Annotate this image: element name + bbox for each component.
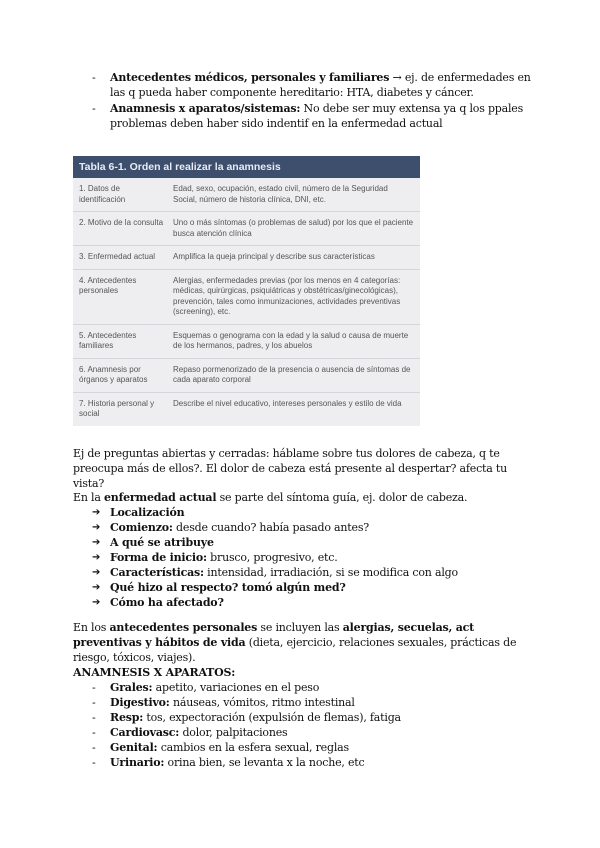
item-label: Genital: [110, 741, 158, 754]
list-item [92, 101, 532, 131]
table-cell-description: Alergias, enfermedades previas (por los menos en 4 categorías: médicas, quirúrgicas, psiquiátricas y obstétricas/ginecológicas), prevención, tales como inmunizaciones, actividades preventivas (screening), etc. [173, 275, 401, 316]
list-item [92, 725, 522, 740]
item-text: apetito, variaciones en el peso [152, 681, 320, 694]
table-cell-step: 2. Motivo de la consulta [79, 218, 164, 227]
item-text: ej. de enfermedades en las q pueda haber componente hereditario: HTA, diabetes y cáncer. [110, 71, 531, 99]
table-cell-step: 7. Historia personal y social [79, 398, 155, 418]
enfermedad-pre: En la [73, 491, 104, 504]
item-label: Forma de inicio: [110, 551, 207, 564]
item-label: Características: [110, 566, 204, 579]
enfermedad-bold: enfermedad actual [103, 491, 217, 504]
arrow-icon: → [392, 71, 402, 84]
antecedentes-mid: se incluyen las [257, 621, 343, 634]
item-label: Comienzo: [110, 521, 173, 534]
enfermedad-post: se parte del síntoma guía, ej. dolor de cabeza. [216, 491, 468, 504]
list-item [92, 70, 532, 100]
item-text: brusco, progresivo, etc. [206, 551, 338, 564]
item-label: Localización [110, 506, 185, 519]
aparatos-list [92, 680, 522, 770]
table-cell-description: Describe el nivel educativo, intereses personales y estilo de vida [173, 398, 402, 408]
item-text: No debe ser muy extensa ya q los ppales problemas deben haber sido indentif en la enfermedad actual [110, 102, 524, 130]
item-label: A qué se atribuye [110, 536, 214, 549]
item-label: Anamnesis x aparatos/sistemas: [110, 102, 301, 115]
table-row [73, 325, 420, 359]
item-text: dolor, palpitaciones [179, 726, 288, 739]
enfermedad-paragraph [73, 490, 528, 505]
table-cell-step: 6. Anamnesis por órganos y aparatos [79, 364, 148, 384]
antecedentes-pre: En los [73, 621, 110, 634]
item-text: intensidad, irradiación, si se modifica con algo [203, 566, 458, 579]
enfermedad-list [92, 505, 522, 610]
list-item [92, 565, 522, 580]
table-cell-step: 4. Antecedentes personales [79, 275, 137, 295]
list-item [92, 710, 522, 725]
item-text: orina bien, se levanta x la noche, etc [164, 756, 365, 769]
item-text: tos, expectoración (expulsión de flemas), fatiga [143, 711, 401, 724]
table-title: Tabla 6-1. Orden al realizar la anamnesis [73, 156, 420, 178]
list-item [92, 740, 522, 755]
item-text: desde cuando? había pasado antes? [172, 521, 369, 534]
item-label: Cómo ha afectado? [110, 596, 224, 609]
example-paragraph: Ej de preguntas abiertas y cerradas: háblame sobre tus dolores de cabeza, q te preocupa más de ellos?. El dolor de cabeza está presente al despertar? afecta tu vista? [73, 447, 508, 490]
list-item [92, 550, 522, 565]
list-item [92, 580, 522, 595]
item-text: náuseas, vómitos, ritmo intestinal [169, 696, 355, 709]
list-item [92, 595, 522, 610]
list-item [92, 505, 522, 520]
table-cell-step: 5. Antecedentes familiares [79, 330, 137, 350]
table-row [73, 393, 420, 426]
list-item [92, 535, 522, 550]
anamnesis-table [73, 156, 420, 426]
table-cell-step: 1. Datos de identificación [79, 184, 126, 204]
item-label: Digestivo: [110, 696, 170, 709]
aparatos-heading-text: ANAMNESIS X APARATOS: [73, 666, 236, 679]
table-row [73, 359, 420, 393]
aparatos-heading [73, 665, 235, 680]
item-label: Grales: [110, 681, 153, 694]
list-item [92, 695, 522, 710]
antecedentes-bold1: antecedentes personales [109, 621, 258, 634]
table-cell-description: Amplifica la queja principal y describe sus características [173, 252, 375, 261]
table-cell-description: Esquemas o genograma con la edad y la salud o causa de muerte de los hermanos, padres, y los abuelos [173, 330, 409, 350]
list-item [92, 755, 522, 770]
antecedentes-paragraph [73, 620, 528, 665]
table-cell-description: Uno o más síntomas (o problemas de salud) por los que el paciente busca atención clínica [173, 218, 414, 238]
item-label: Antecedentes médicos, personales y familiares [110, 71, 390, 84]
table-row [73, 178, 420, 212]
table-cell-description: Repaso pormenorizado de la presencia o ausencia de síntomas de cada aparato corporal [173, 364, 411, 384]
item-label: Resp: [110, 711, 144, 724]
item-text: cambios en la esfera sexual, reglas [157, 741, 349, 754]
list-item [92, 520, 522, 535]
antecedentes-bold2: alergias, secuelas, act preventivas y hábitos de vida [73, 621, 475, 649]
intro-list [92, 70, 532, 131]
item-label: Qué hizo al respecto? tomó algún med? [110, 581, 346, 594]
item-label: Cardiovasc: [110, 726, 180, 739]
table-row [73, 246, 420, 270]
list-item [92, 680, 522, 695]
item-label: Urinario: [110, 756, 165, 769]
table-row [73, 212, 420, 246]
antecedentes-post: (dieta, ejercicio, relaciones sexuales, prácticas de riesgo, tóxicos, viajes). [73, 636, 517, 664]
table-cell-description: Edad, sexo, ocupación, estado civil, número de la Seguridad Social, número de historia clínica, DNI, etc. [173, 184, 388, 204]
table-cell-step: 3. Enfermedad actual [79, 252, 156, 261]
table-row [73, 270, 420, 325]
